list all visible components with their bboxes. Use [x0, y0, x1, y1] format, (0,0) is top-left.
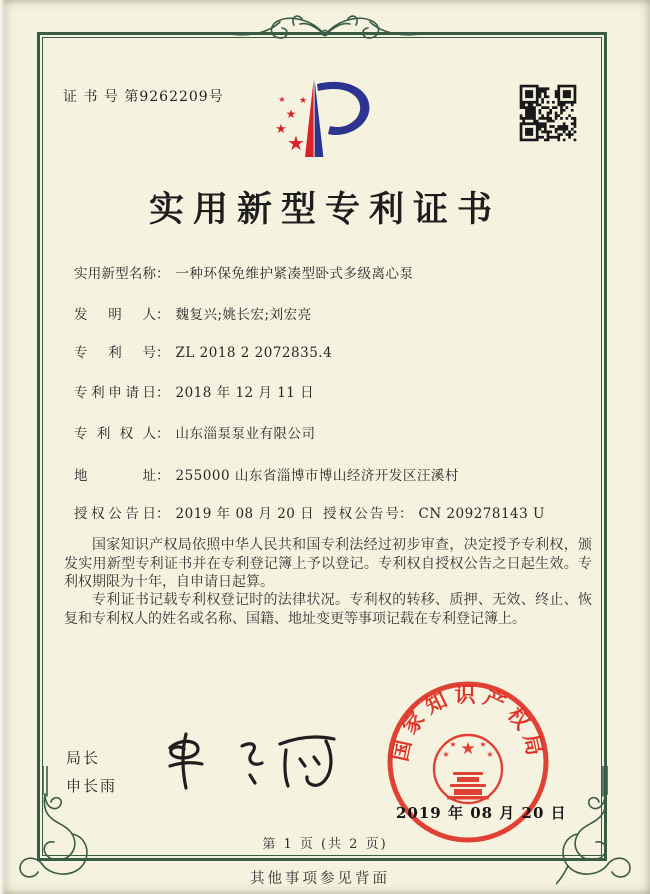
field-value: 255000 山东省淄博市博山经济开发区汪溪村 — [175, 468, 459, 484]
star-icon: ★ — [278, 95, 286, 104]
director-block — [66, 744, 117, 800]
signature-handwriting — [158, 726, 353, 794]
field-value: 2018 年 12 月 11 日 — [175, 385, 315, 401]
colon: ： — [156, 266, 170, 282]
colon: ： — [399, 506, 413, 522]
colon: ： — [156, 307, 170, 323]
scan-edge-highlight — [0, 0, 6, 894]
svg-text:★: ★ — [449, 740, 457, 749]
colon: ： — [156, 426, 170, 442]
field-row-grant — [74, 502, 594, 522]
field-row-name — [74, 262, 594, 282]
field-value: 魏复兴;姚长宏;刘宏亮 — [175, 307, 312, 323]
star-icon: ★ — [287, 131, 305, 155]
certificate-number: 证 书 号 第9262209号 — [63, 89, 224, 105]
field-value: 一种环保免维护紧凑型卧式多级离心泵 — [175, 266, 414, 282]
field-label: 地址 — [74, 468, 156, 484]
colon: ： — [156, 506, 170, 522]
qr-code — [517, 82, 579, 144]
field-value: ZL 2018 2 2072835.4 — [175, 345, 333, 361]
svg-text:★: ★ — [460, 739, 476, 759]
field-row-inventors — [74, 303, 594, 323]
field-row-filing-date — [74, 381, 594, 401]
star-icon: ★ — [285, 107, 297, 121]
colon: ： — [156, 468, 170, 484]
svg-text:★: ★ — [442, 750, 450, 759]
svg-text:★: ★ — [479, 740, 487, 749]
page-number: 第 1 页 (共 2 页) — [262, 837, 388, 852]
seal-date: 2019 年 08 月 20 日 — [396, 804, 567, 822]
grant-number-value: CN 209278143 U — [418, 506, 545, 522]
star-icon: ★ — [298, 96, 308, 106]
star-icon: ★ — [275, 122, 287, 137]
colon: ： — [156, 345, 170, 361]
field-row-address — [74, 464, 594, 484]
field-label: 实用新型名称 — [74, 266, 156, 282]
director-name: 申长雨 — [66, 777, 118, 795]
field-label: 发明人 — [74, 307, 156, 323]
grant-date-label: 授权公告日 — [74, 506, 156, 522]
certificate-title: 实用新型专利证书 — [148, 189, 501, 230]
seal-arc-text: 国家知识产权局 — [386, 682, 550, 764]
monument-shape — [305, 80, 369, 157]
back-note: 其他事项参见背面 — [250, 871, 390, 887]
field-label: 专利权人 — [74, 426, 156, 442]
corner-flourish-right — [556, 766, 648, 890]
legal-paragraph-2: 专利证书记载专利权登记时的法律状况。专利权的转移、质押、无效、终止、恢复和专利权人的姓名或名称、国籍、地址变更等事项记载在专利登记簿上。 — [64, 592, 592, 627]
grant-number-label: 授权公告号 — [323, 506, 399, 522]
svg-text:★: ★ — [486, 750, 494, 759]
top-flourish-ornament — [220, 13, 430, 49]
field-label: 专利申请日 — [74, 385, 156, 401]
field-row-patent-no — [74, 341, 594, 361]
cnipa-logo-icon — [270, 78, 376, 160]
field-row-patentee — [74, 422, 594, 442]
director-title: 局长 — [66, 749, 101, 767]
national-emblem-icon — [434, 735, 502, 803]
grant-date-value: 2019 年 08 月 20 日 — [175, 506, 315, 522]
colon: ： — [156, 385, 170, 401]
field-value: 山东淄泵泵业有限公司 — [175, 426, 316, 442]
legal-paragraph-1: 国家知识产权局依照中华人民共和国专利法经过初步审查，决定授予专利权，颁发实用新型专利证书并在专利登记簿上予以登记。专利权自授权公告之日起生效。专利权期限为十年，自申请日起算。 — [64, 537, 592, 590]
field-label: 专利号 — [74, 345, 156, 361]
